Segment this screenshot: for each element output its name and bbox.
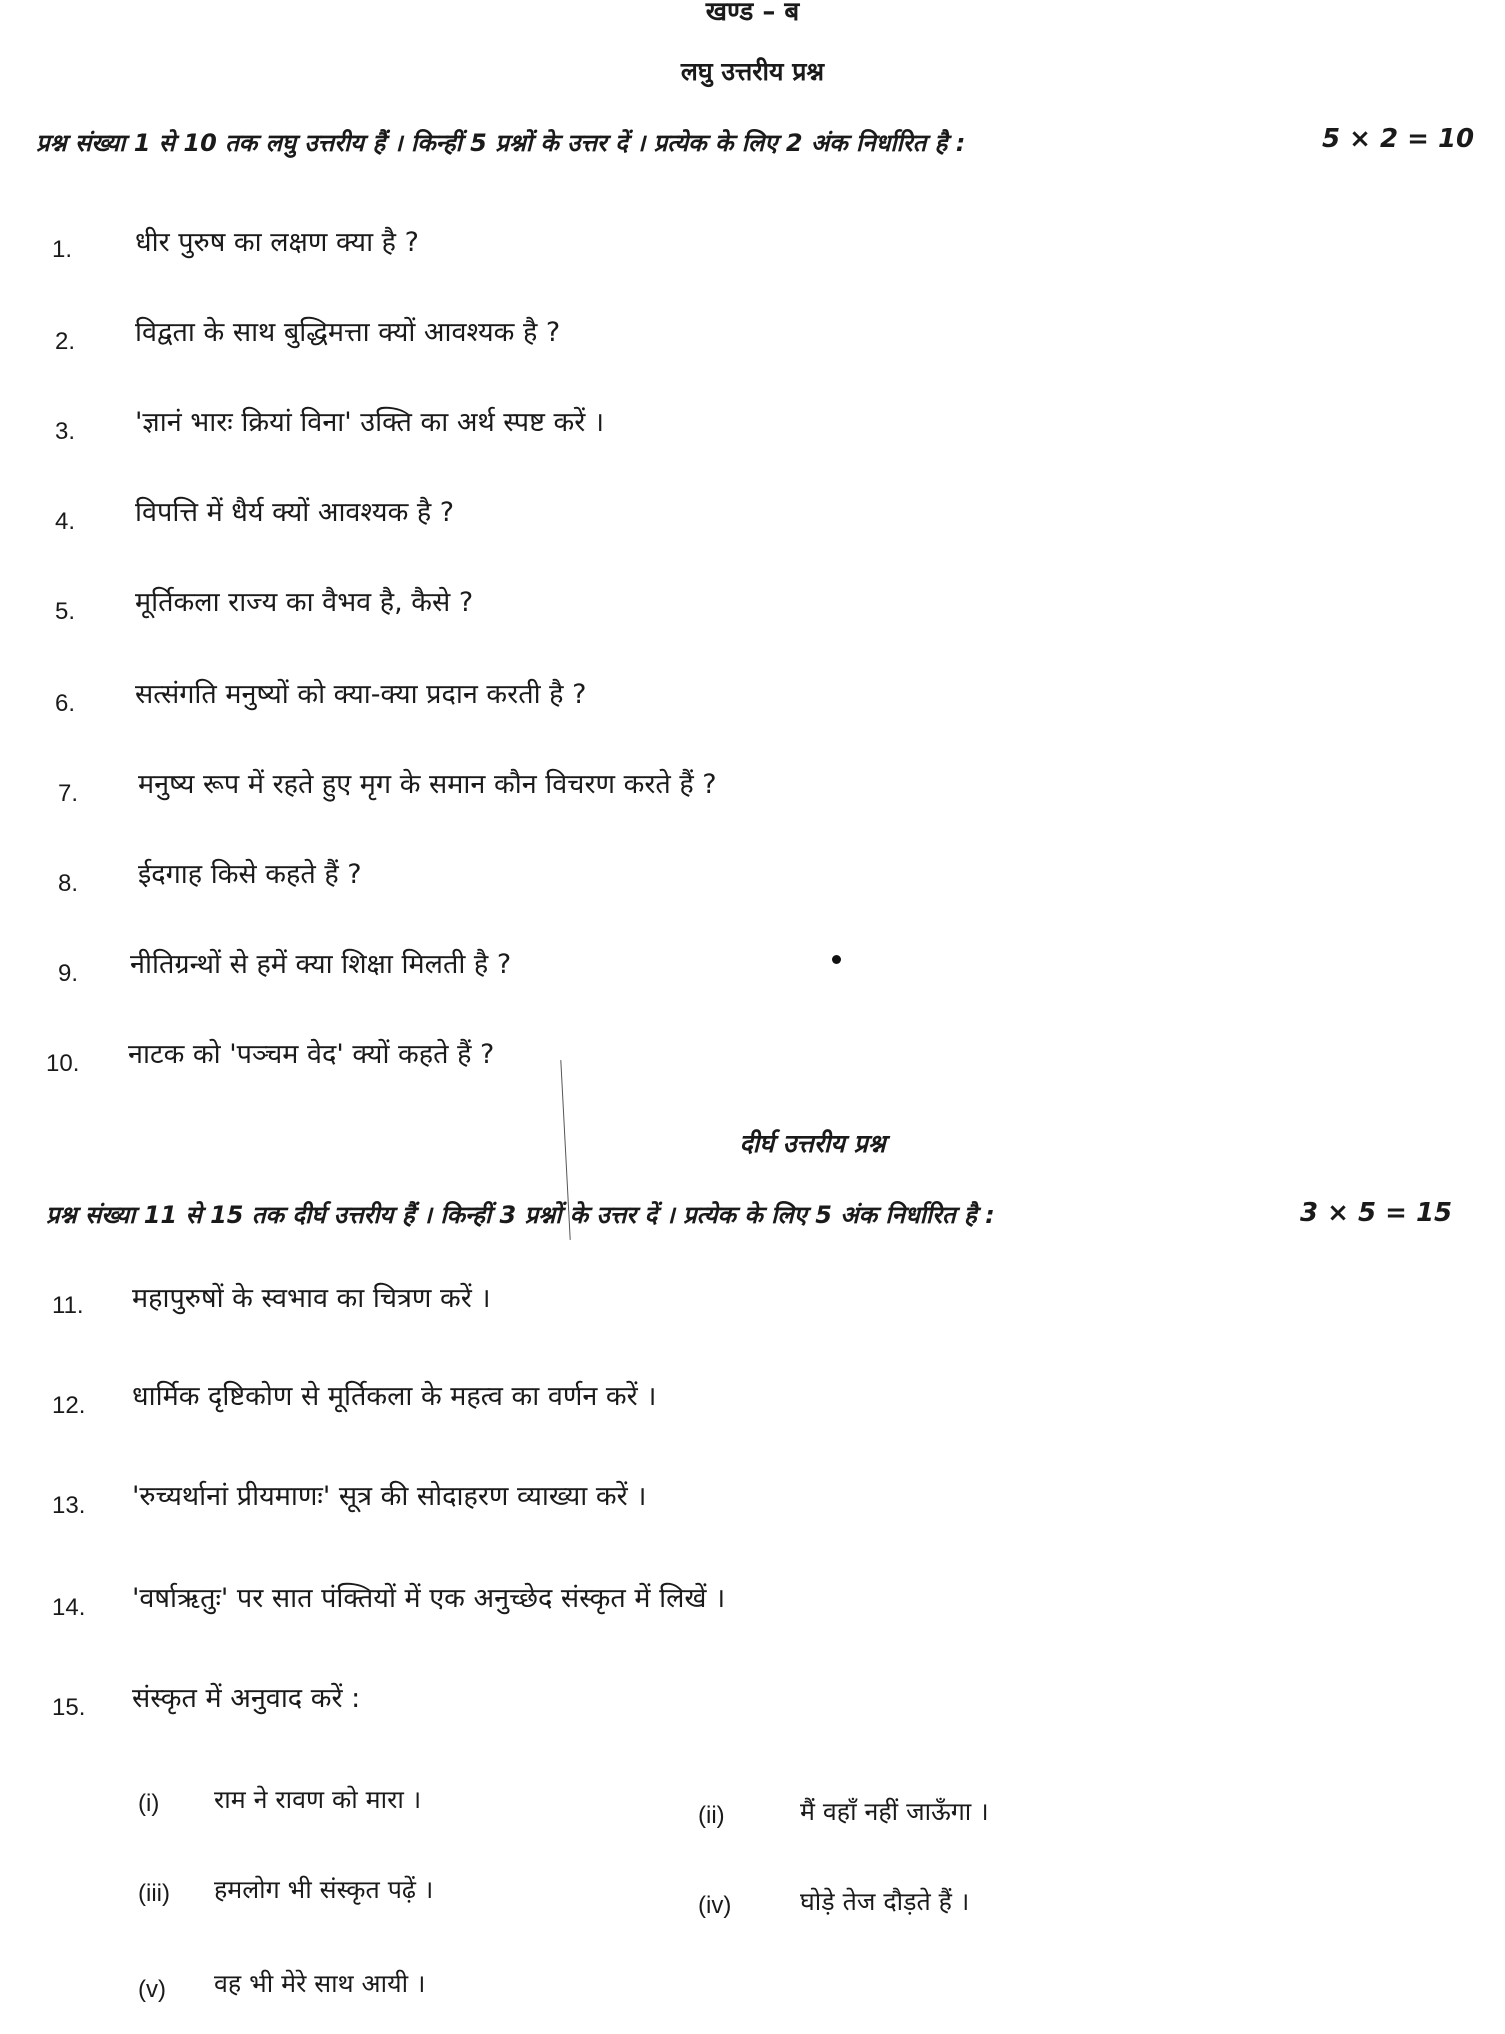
question-text: मनुष्य रूप में रहते हुए मृग के समान कौन विचरण करते हैं ? — [138, 769, 717, 800]
question-text: संस्कृत में अनुवाद करें : — [132, 1683, 361, 1714]
question-number: 10. — [46, 1050, 80, 1077]
sub-item-number: (iv) — [698, 1892, 732, 1919]
question-number: 4. — [55, 508, 76, 535]
question-text: सत्संगति मनुष्यों को क्या-क्या प्रदान करती है ? — [135, 679, 587, 710]
question-text: मूर्तिकला राज्य का वैभव है, कैसे ? — [135, 587, 474, 618]
question-number: 3. — [55, 418, 76, 445]
short-answer-heading: लघु उत्तरीय प्रश्न — [680, 57, 825, 86]
question-text: 'रुच्यर्थानां प्रीयमाणः' सूत्र की सोदाहरण व्याख्या करें । — [132, 1481, 647, 1512]
long-answer-marks: 3 × 5 = 15 — [1300, 1198, 1453, 1228]
sub-item-number: (iii) — [138, 1880, 170, 1907]
question-number: 11. — [52, 1292, 84, 1319]
sub-item-text: घोड़े तेज दौड़ते हैं । — [800, 1887, 970, 1916]
sub-item-text: हमलोग भी संस्कृत पढ़ें । — [214, 1875, 434, 1904]
sub-item-number: (i) — [138, 1790, 160, 1817]
question-text: नीतिग्रन्थों से हमें क्या शिक्षा मिलती है ? — [130, 949, 512, 980]
question-number: 15. — [52, 1694, 86, 1721]
question-number: 1. — [52, 236, 73, 263]
question-text: विपत्ति में धैर्य क्यों आवश्यक है ? — [135, 497, 455, 528]
scan-dot-artifact — [832, 955, 841, 964]
question-text: नाटक को 'पञ्चम वेद' क्यों कहते हैं ? — [128, 1039, 495, 1070]
sub-item-number: (v) — [138, 1976, 166, 2003]
question-number: 7. — [58, 780, 79, 807]
question-text: धार्मिक दृष्टिकोण से मूर्तिकला के महत्व का वर्णन करें । — [132, 1381, 657, 1412]
question-number: 8. — [58, 870, 79, 897]
long-answer-heading: दीर्घ उत्तरीय प्रश्न — [739, 1129, 886, 1158]
section-title: खण्ड – ब — [705, 0, 800, 27]
question-number: 2. — [55, 328, 76, 355]
question-number: 12. — [52, 1392, 86, 1419]
sub-item-text: वह भी मेरे साथ आयी । — [214, 1969, 426, 1998]
question-number: 9. — [58, 960, 79, 987]
question-number: 6. — [55, 690, 76, 717]
question-text: 'ज्ञानं भारः क्रियां विना' उक्ति का अर्थ स्पष्ट करें । — [135, 407, 605, 438]
sub-item-text: राम ने रावण को मारा । — [214, 1785, 422, 1814]
question-number: 14. — [52, 1594, 86, 1621]
question-number: 5. — [55, 598, 76, 625]
question-text: विद्वता के साथ बुद्धिमत्ता क्यों आवश्यक है ? — [135, 317, 561, 348]
question-number: 13. — [52, 1492, 86, 1519]
question-text: ईदगाह किसे कहते हैं ? — [138, 859, 362, 890]
question-text: 'वर्षाऋतुः' पर सात पंक्तियों में एक अनुच्छेद संस्कृत में लिखें । — [132, 1583, 726, 1614]
short-answer-instruction: प्रश्न संख्या 1 से 10 तक लघु उत्तरीय हैं । किन्हीं 5 प्रश्नों के उत्तर दें । प्रत्येक के लिए 2 अंक निर्धारित है : — [36, 129, 966, 157]
sub-item-text: मैं वहाँ नहीं जाऊँगा । — [800, 1797, 989, 1826]
short-answer-marks: 5 × 2 = 10 — [1322, 124, 1475, 154]
long-answer-instruction: प्रश्न संख्या 11 से 15 तक दीर्घ उत्तरीय हैं । किन्हीं 3 प्रश्नों के उत्तर दें । प्रत्येक के लिए 5 अंक निर्धारित है : — [46, 1201, 995, 1229]
question-text: महापुरुषों के स्वभाव का चित्रण करें । — [132, 1283, 491, 1314]
question-text: धीर पुरुष का लक्षण क्या है ? — [135, 227, 419, 258]
sub-item-number: (ii) — [698, 1802, 725, 1829]
